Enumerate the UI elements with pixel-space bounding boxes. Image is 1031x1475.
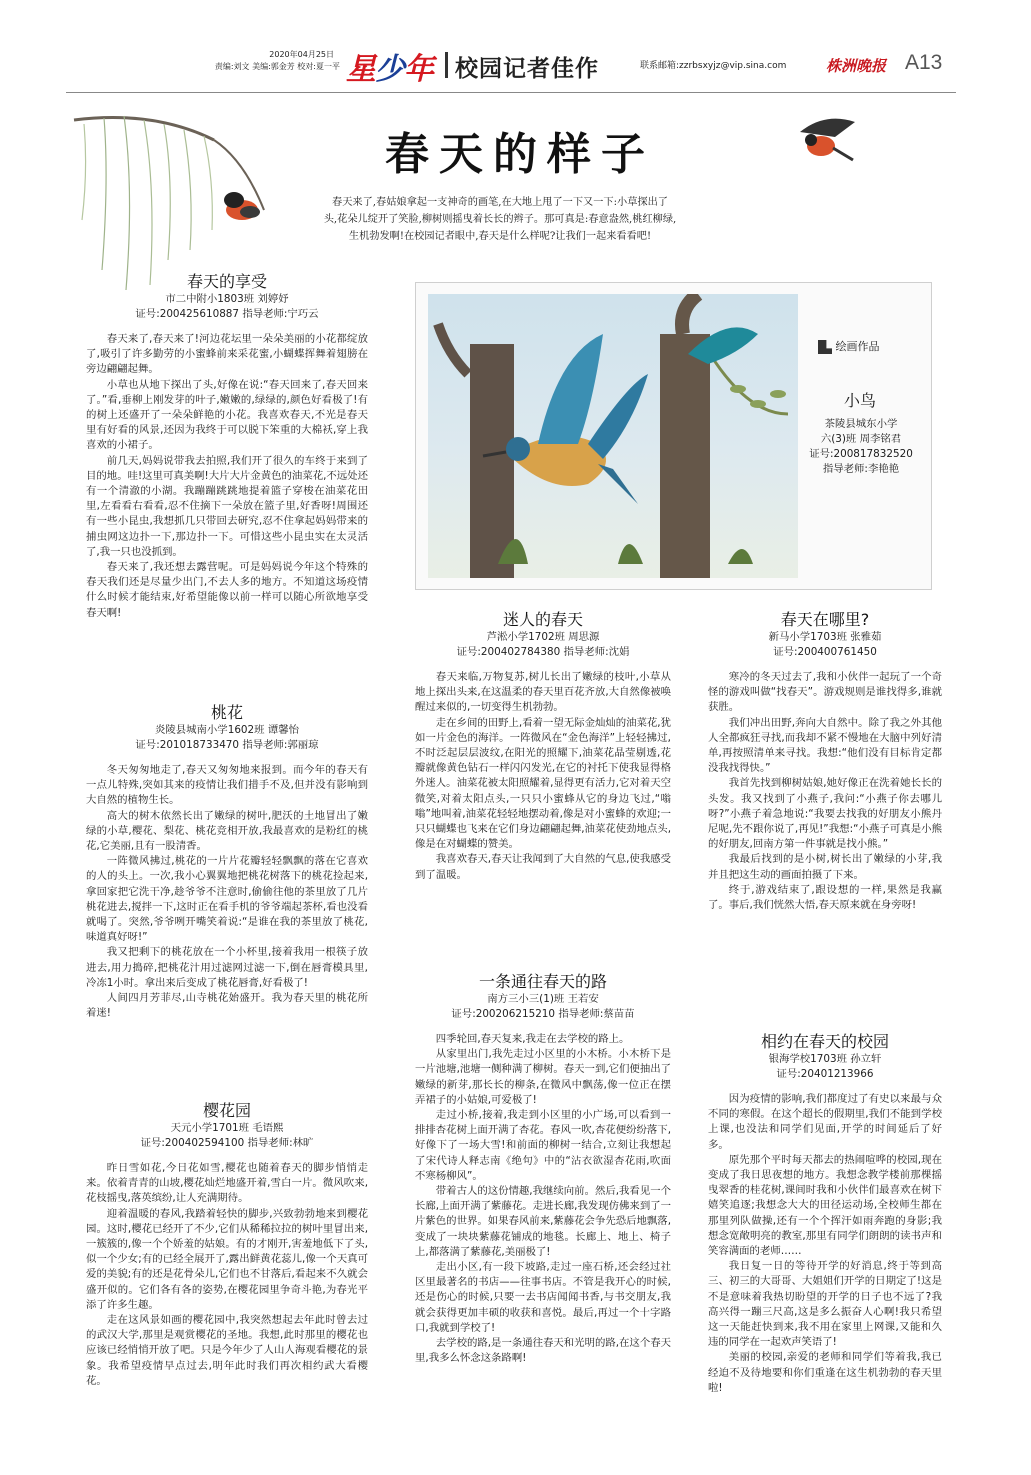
paragraph: 昨日雪如花,今日花如雪,樱花也随着春天的脚步悄悄走来。依着青青的山坡,樱花灿烂地盛开着,雪白一片。微风吹来,花枝摇曳,落英缤纷,让人充满期待。 bbox=[86, 1162, 368, 1205]
paragraph: 小草也从地下探出了头,好像在说:“春天回来了,春天回来了。”看,垂柳上刚发芽的叶子,嫩嫩的,绿绿的,颜色好看极了!有的树上还盛开了一朵朵鲜艳的小花。我喜欢春天,不光是春天里有好看的风景,还因为我终于可以脱下笨重的大棉袄,穿上我喜欢的小裙子。 bbox=[86, 378, 368, 452]
header-separator bbox=[445, 52, 448, 78]
header-editors: 责编:刘文 美编:郭金芳 校对:夏一平 bbox=[214, 62, 340, 71]
article-body bbox=[415, 670, 671, 883]
paragraph: 去学校的路,是一条通往春天和光明的路,在这个春天里,我多么怀念这条路啊! bbox=[415, 1337, 671, 1365]
paragraph: 高大的树木依然长出了嫩绿的树叶,肥沃的土地冒出了嫩绿的小草,樱花、梨花、桃花竞相开放,我最喜欢的是粉红的桃花,它美丽,且有一股清香。 bbox=[86, 809, 368, 853]
article-spring-enjoyment bbox=[86, 272, 368, 621]
section-title: 校园记者佳作 bbox=[455, 56, 599, 82]
intro-line: 头,花朵儿绽开了笑脸,柳树则摇曳着长长的辫子。那可真是:春意盎然,桃红柳绿, bbox=[323, 214, 677, 225]
article-cert: 证号:200402784380 指导老师:沈娟 bbox=[456, 646, 630, 658]
bird-drawing bbox=[428, 294, 798, 578]
artwork-caption bbox=[796, 417, 926, 477]
paragraph: 美丽的校园,亲爱的老师和同学们等着我,我已经迫不及待地要和你们重逢在这生机勃勃的春天里啦! bbox=[708, 1351, 942, 1394]
paragraph: 走出小区,有一段下坡路,走过一座石桥,还会经过社区里最著名的书店——往事书店。不管是我开心的时候,还是伤心的时候,只要一去书店闻闻书香,与书交朋友,我就会获得更加丰硕的收获和喜悦。最后,再过一个十字路口,我就到学校了! bbox=[415, 1261, 671, 1334]
article-road-to-spring bbox=[415, 972, 671, 1366]
article-byline: 芦淞小学1702班 周思源 bbox=[486, 631, 600, 643]
brand-logo bbox=[346, 44, 433, 88]
artwork-cert: 证号:200817832520 bbox=[809, 448, 913, 460]
article-cert: 证号:200206215210 指导老师:蔡苗苗 bbox=[451, 1008, 635, 1020]
article-byline: 新马小学1703班 张雅茹 bbox=[768, 631, 882, 643]
article-cert: 证号:201018733470 指导老师:郭丽琼 bbox=[135, 739, 319, 751]
article-spring-campus bbox=[708, 1032, 942, 1396]
paragraph: 春天来了,春天来了!河边花坛里一朵朵美丽的小花都绽放了,吸引了许多勤劳的小蜜蜂前来采花蜜,小蝴蝶挥舞着翅膀在旁边翩翩起舞。 bbox=[86, 333, 368, 376]
article-title: 迷人的春天 bbox=[502, 610, 583, 629]
article-charming-spring bbox=[415, 610, 671, 883]
article-cert: 证号:20401213966 bbox=[776, 1068, 874, 1080]
paragraph: 终于,游戏结束了,跟设想的一样,果然是我赢了。事后,我们恍然大悟,春天原来就在身旁呀! bbox=[708, 883, 942, 912]
paragraph: 一阵微风拂过,桃花的一片片花瓣轻轻飘飘的落在它喜欢的人的头上。一次,我小心翼翼地把桃花树落下的桃花捡起来,拿回家把它洗干净,趁爷爷不注意时,偷偷往他的茶里放了几片桃花进去,搅拌一下,这时正在看手机的爷爷端起茶杯,看也没看就喝了。突然,爷爷咧开嘴笑着说:“是谁在我的茶里放了桃花,味道真好呀!” bbox=[86, 855, 368, 944]
contact-email: 联系邮箱:zzrbsxyjz@vip.sina.com bbox=[640, 61, 787, 71]
paragraph: 我首先找到柳树姑娘,她好像正在洗着她长长的头发。我又找到了小燕子,我问:“小燕子你去哪儿呀?”小燕子着急地说:“我要去找我的好朋友小熊丹尼呢,先不跟你说了,再见!”我想:“小燕子可真是小熊的好朋友,回南方第一件事就是找小熊。” bbox=[708, 777, 942, 851]
article-title: 樱花园 bbox=[202, 1101, 251, 1120]
feature-title: 春天的样子 bbox=[385, 129, 655, 180]
paragraph: 我日复一日的等待开学的好消息,终于等到高三、初三的大哥哥、大姐姐们开学的日期定了!这是不是意味着我热切盼望的开学的日子也不远了?我高兴得一蹦三尺高,这是多么振奋人心啊!我只希望这一天能赶快到来,我不用在家里上网课,又能和久违的同学在一起欢声笑语了! bbox=[708, 1260, 942, 1349]
artwork-tag-label: 绘画作品 bbox=[835, 340, 880, 353]
paragraph: 我们冲出田野,奔向大自然中。除了我之外其他人全都疯狂寻找,而我却不紧不慢地在大脑中列好清单,再按照清单来寻找。我想:“他们没有目标肯定都没我找得快。” bbox=[708, 716, 942, 775]
article-body bbox=[415, 1032, 671, 1366]
article-peach-blossom bbox=[86, 703, 368, 1021]
newspaper-logo: 株洲晚报 bbox=[826, 57, 887, 75]
paragraph: 走在乡间的田野上,看着一望无际金灿灿的油菜花,犹如一片金色的海洋。一阵微风在“金色海洋”上轻轻拂过,不时泛起层层波纹,在阳光的照耀下,油菜花晶莹剔透,花瓣就像黄色钻石一样闪闪发光,在它的衬托下使我显得格外迷人。油菜花被太阳照耀着,显得更有活力,它对着天空微笑,对着太阳点头,一只只小蜜蜂从它的身边飞过,“嗡嗡”地叫着,油菜花轻轻地摆动着,像是对小蜜蜂的欢迎;一只只蝴蝶也飞来在它们身边翩翩起舞,油菜花使劲地点头,像是在对蝴蝶的赞美。 bbox=[415, 716, 671, 851]
paragraph: 原先那个平时每天都去的热闹喧哗的校园,现在变成了我日思夜想的地方。我想念教学楼前那棵摇曳翠香的桂花树,课间时我和小伙伴们最喜欢在树下嬉笑追逐;我想念大大的田径运动场,全校师生都在那里列队做操,还有一个个挥汗如雨奔跑的身影;我想念宽敞明亮的教室,那里有同学们朗朗的读书声和笑容满面的老师…… bbox=[708, 1153, 942, 1258]
paragraph: 春天来了,我还想去露营呢。可是妈妈说今年这个特殊的春天我们还是尽量少出门,不去人多的地方。不知道这场疫情什么时候才能结束,好希望能像以前一样可以随心所欲地享受春天啊! bbox=[86, 561, 368, 619]
paragraph: 走过小桥,接着,我走到小区里的小广场,可以看到一排排杏花树上面开满了杏花。春风一吹,杏花便纷纷落下,好像下了一场大雪!和前面的柳树一结合,立刻让我想起了宋代诗人释志南《绝句》中的“沾衣欲湿杏花雨,吹面不寒杨柳风”。 bbox=[415, 1109, 671, 1182]
paragraph: 我又把剩下的桃花放在一个小杯里,接着我用一根筷子放进去,用力搗碎,把桃花汁用过滤网过滤一下,倒在唇膏模具里,冷冻1小时。拿出来后变成了桃花唇膏,好看极了! bbox=[86, 946, 368, 989]
article-byline: 南方三小三(1)班 王若安 bbox=[487, 993, 599, 1005]
artwork-school: 茶陵县城东小学 bbox=[824, 418, 898, 430]
article-byline: 炎陵县城南小学1602班 谭馨怡 bbox=[154, 724, 300, 736]
paragraph: 春天来临,万物复苏,树儿长出了嫩绿的枝叶,小草从地上探出头来,在这温柔的春天里百花齐放,大自然像被唤醒过来似的,一切变得生机勃勃。 bbox=[415, 671, 671, 714]
paragraph: 因为疫情的影响,我们都度过了有史以来最与众不同的寒假。在这个超长的假期里,我们不能到学校上课,也没法和同学们见面,开学的时间延后了好多。 bbox=[708, 1093, 942, 1151]
article-cherry-garden bbox=[86, 1101, 368, 1389]
header-date: 2020年04月25日 bbox=[269, 50, 334, 59]
article-title: 春天的享受 bbox=[186, 272, 267, 291]
paragraph: 我最后找到的是小树,树长出了嫩绿的小芽,我并且把这生动的画面拍摄了下来。 bbox=[708, 853, 942, 881]
artwork-author: 六(3)班 周李铭君 bbox=[820, 433, 902, 445]
intro-line: 生机勃发啊!在校园记者眼中,春天是什么样呢?让我们一起来看看吧! bbox=[348, 231, 652, 242]
brand-char-3: 年 bbox=[404, 52, 433, 87]
article-body bbox=[708, 1092, 942, 1396]
paragraph: 从家里出门,我先走过小区里的小木桥。小木桥下是一片池塘,池塘一侧种满了柳树。春天一到,它们便抽出了嫩绿的新芽,那长长的柳条,在微风中飘荡,像一位正在摆弄裙子的小姑娘,可爱极了! bbox=[415, 1048, 671, 1106]
article-body bbox=[708, 670, 942, 913]
article-title: 桃花 bbox=[210, 703, 243, 722]
article-title: 相约在春天的校园 bbox=[760, 1032, 889, 1051]
arrow-icon bbox=[818, 340, 832, 354]
article-cert: 证号:200425610887 指导老师:宁巧云 bbox=[135, 308, 319, 320]
paragraph: 迎着温暖的春风,我踏着轻快的脚步,兴致勃勃地来到樱花园。这时,樱花已经开了不少,它们从稀稀拉拉的树叶里冒出来,一簇簇的,像一个个娇羞的姑娘。有的才刚开,害羞地低下了头,似一个少女;有的已经全展开了,露出鲜黄花蕊儿,像一个天真可爱的美貌;有的还是花骨朵儿,它们也不甘落后,看起来不久就会盛开似的。它们各有各的姿势,在樱花园里争奇斗艳,为春光平添了许多生趣。 bbox=[86, 1207, 368, 1311]
brand-char-1: 星 bbox=[346, 52, 375, 87]
intro-line: 春天来了,春姑娘拿起一支神奇的画笔,在大地上甩了一下又一下:小草探出了 bbox=[332, 197, 668, 208]
bird-drawing-svg bbox=[428, 294, 798, 578]
article-body bbox=[86, 332, 368, 621]
artwork-title: 小鸟 bbox=[843, 391, 876, 410]
paragraph: 我喜欢春天,春天让我闻到了大自然的气息,使我感受到了温暖。 bbox=[415, 853, 671, 881]
article-byline: 天元小学1701班 毛语熙 bbox=[170, 1122, 284, 1134]
paragraph: 寒冷的冬天过去了,我和小伙伴一起玩了一个奇怪的游戏叫做“找春天”。游戏规则是谁找得多,谁就获胜。 bbox=[708, 671, 942, 714]
article-byline: 银海学校1703班 孙立轩 bbox=[768, 1053, 882, 1065]
paragraph: 带着古人的这份情趣,我继续向前。然后,我看见一个长廊,上面开满了紫藤花。走进长廊,我发现仿佛来到了一片紫色的世界。如果春风前来,紫藤花会争先恐后地飘落,变成了一块块紫藤花铺成的地毯。长廊上、地上、椅子上,都落满了紫藤花,美丽极了! bbox=[415, 1185, 671, 1258]
bird-illustration-right bbox=[795, 112, 865, 167]
paragraph: 冬天匆匆地走了,春天又匆匆地来报到。而今年的春天有一点儿特殊,突如其来的疫情让我们措手不及,但并没有影响到大自然的植物生长。 bbox=[86, 764, 368, 807]
artwork-teacher: 指导老师:李艳艳 bbox=[822, 463, 900, 475]
paragraph: 四季轮回,春天复来,我走在去学校的路上。 bbox=[435, 1033, 630, 1045]
brand-char-2: 少 bbox=[375, 52, 404, 87]
article-body bbox=[86, 1161, 368, 1389]
paragraph: 走在这风景如画的樱花园中,我突然想起去年此时曾去过的武汉大学,那里是观赏樱花的圣地。我想,此时那里的樱花也应该已经悄悄开放了吧。只是今年少了人山人海观看樱花的景象。我希望疫情早点过去,明年此时我们再次相约武大看樱花。 bbox=[86, 1314, 368, 1387]
header-rule bbox=[66, 92, 956, 93]
page-number: A13 bbox=[905, 51, 943, 74]
paragraph: 人间四月芳菲尽,山寺桃花始盛开。我为春天里的桃花所着迷! bbox=[86, 992, 368, 1020]
article-cert: 证号:200400761450 bbox=[773, 646, 877, 658]
article-title: 一条通往春天的路 bbox=[478, 972, 607, 991]
paragraph: 前几天,妈妈说带我去拍照,我们开了很久的车终于来到了目的地。哇!这里可真美啊!大片大片金黄色的油菜花,不远处还有一个清澈的小湖。我蹦蹦跳跳地提着篮子穿梭在油菜花田里,左看看右看看,忍不住摘下一朵放在篮子里,好香呀!周围还有一些小昆虫,我想抓几只带回去研究,忍不住拿起妈妈带来的捕虫网这边扑一下,那边扑一下。可惜这些小昆虫实在太灵活了,我一只也没抓到。 bbox=[86, 454, 368, 558]
article-where-is-spring bbox=[708, 610, 942, 913]
feature-intro bbox=[270, 194, 730, 245]
article-byline: 市二中附小1803班 刘婷妤 bbox=[165, 293, 289, 305]
article-body bbox=[86, 763, 368, 1021]
article-cert: 证号:200402594100 指导老师:林旷 bbox=[140, 1137, 314, 1149]
article-title: 春天在哪里? bbox=[780, 610, 870, 629]
artwork-tag bbox=[818, 338, 880, 354]
